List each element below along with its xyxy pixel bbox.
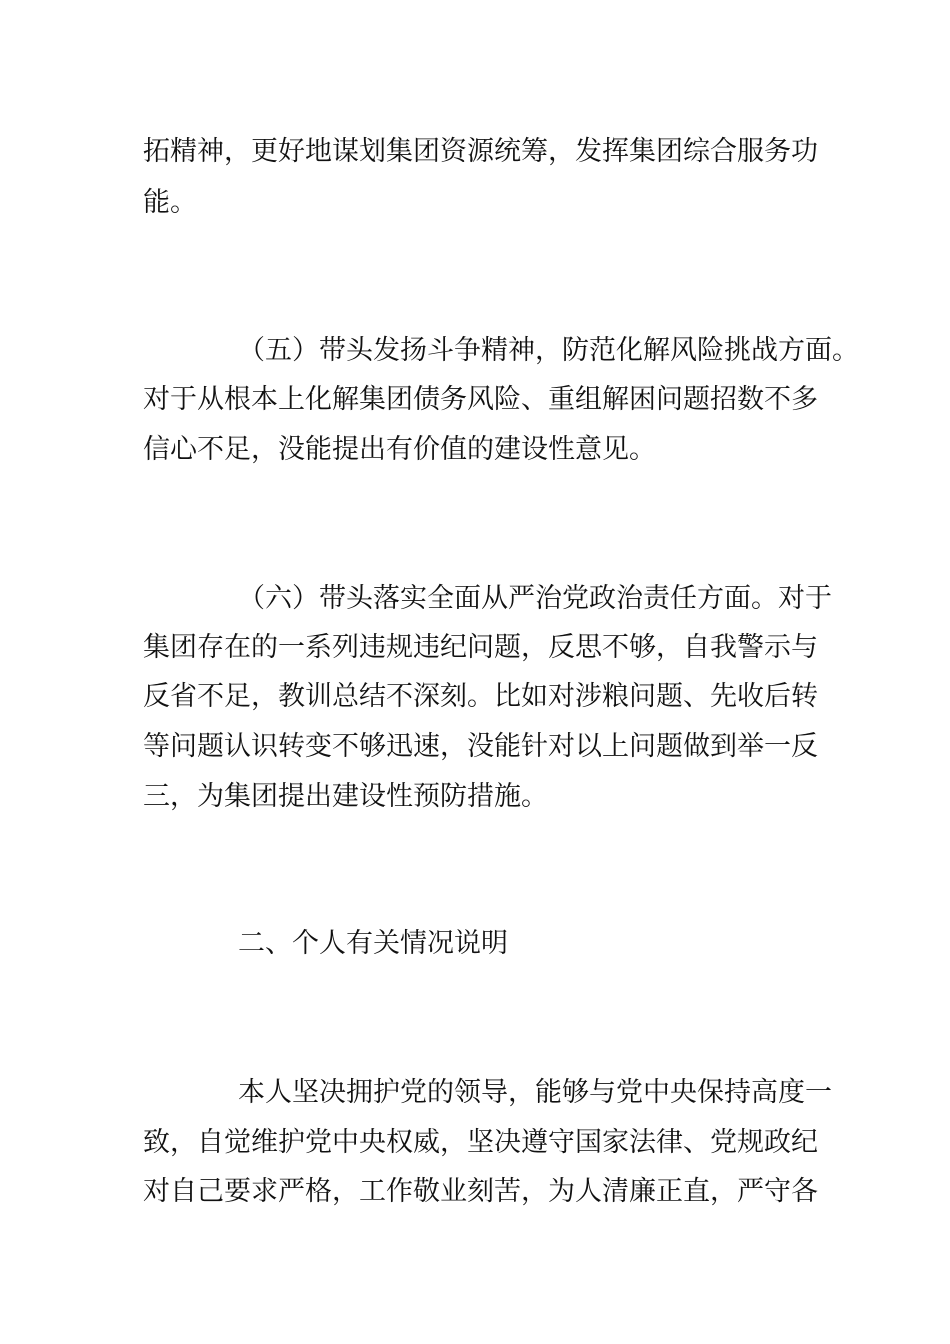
paragraph-line: 等问题认识转变不够迅速，没能针对以上问题做到举一反 [143,731,818,762]
paragraph-line: 信心不足，没能提出有价值的建设性意见。 [143,434,656,465]
paragraph-line: 集团存在的一系列违规违纪问题，反思不够，自我警示与 [143,632,818,663]
paragraph-line: 本人坚决拥护党的领导，能够与党中央保持高度一 [238,1077,832,1108]
paragraph-line: 反省不足，教训总结不深刻。比如对涉粮问题、先收后转 [143,681,818,712]
paragraph-line: 对自己要求严格，工作敬业刻苦，为人清廉正直，严守各 [143,1176,818,1207]
paragraph-line: 能。 [143,187,197,218]
section-heading-personal-info: 二、个人有关情况说明 [238,928,508,959]
paragraph-line: 拓精神，更好地谋划集团资源统筹，发挥集团综合服务功 [143,136,818,167]
paragraph-line: 三，为集团提出建设性预防措施。 [143,781,548,812]
paragraph-line: 对于从根本上化解集团债务风险、重组解困问题招数不多 [143,384,818,415]
section-six-heading-line: （六）带头落实全面从严治党政治责任方面。对于 [238,583,832,614]
section-five-heading-line: （五）带头发扬斗争精神，防范化解风险挑战方面。 [238,335,859,366]
paragraph-line: 致，自觉维护党中央权威，坚决遵守国家法律、党规政纪 [143,1127,818,1158]
